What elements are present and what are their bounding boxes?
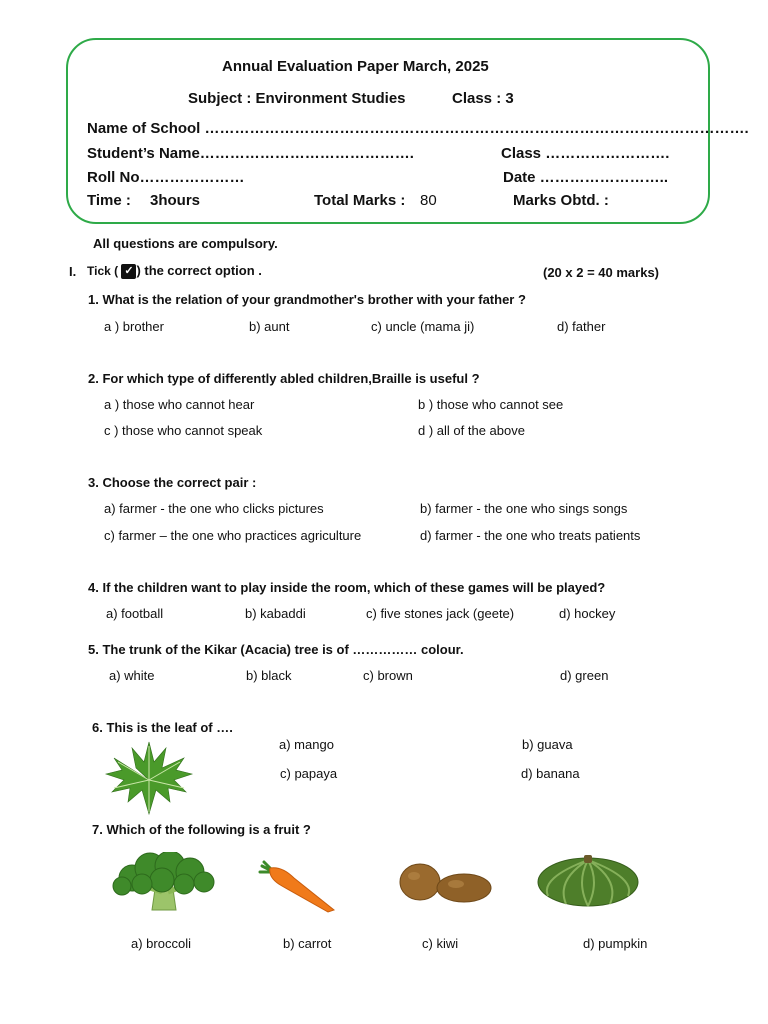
q7-option-c: c) kiwi [422,936,459,951]
section-instruction [87,263,262,279]
q7-option-d: d) pumpkin [583,936,648,951]
section-number: I. [69,264,77,279]
paper-title: Annual Evaluation Paper March, 2025 [222,58,489,75]
question-1: 1. What is the relation of your grandmother's brother with your father ? [88,292,526,307]
tick-pre: Tick ( [87,264,119,278]
kiwi-image [398,860,494,904]
q3-option-d: d) farmer - the one who treats patients [420,528,641,543]
q6-option-c: c) papaya [280,766,338,781]
q4-option-a: a) football [106,606,164,621]
q7-option-a: a) broccoli [131,936,191,951]
roll-field: Roll No………………… [87,169,245,186]
q1-option-d: d) father [557,319,606,334]
class-field: Class ……………………. [501,145,670,162]
carrot-image [258,860,338,914]
total-marks-value: 80 [420,192,437,209]
papaya-leaf-image [102,740,196,816]
q6-option-d: d) banana [521,766,580,781]
q3-option-c: c) farmer – the one who practices agriculture [104,528,362,543]
q6-option-b: b) guava [522,737,573,752]
q5-option-b: b) black [246,668,292,683]
q1-option-b: b) aunt [249,319,290,334]
instructions: All questions are compulsory. [93,236,278,251]
q6-option-a: a) mango [279,737,334,752]
student-name-field: Student’s Name……………………………………. [87,145,414,162]
time-label: Time : [87,192,131,209]
question-4: 4. If the children want to play inside the room, which of these games will be played? [88,580,606,595]
q4-option-d: d) hockey [559,606,616,621]
subject-label: Subject : Environment Studies [188,90,406,107]
q1-option-c: c) uncle (mama ji) [371,319,475,334]
tick-rest: correct option . [167,263,262,278]
question-3: 3. Choose the correct pair : [88,475,257,490]
marks-obtained-field: Marks Obtd. : [513,192,609,209]
school-field: Name of School ………………………………………………………………………………………………. [87,120,749,137]
q1-option-a: a ) brother [104,319,164,334]
question-5: 5. The trunk of the Kikar (Acacia) tree is of …………… colour. [88,642,464,657]
q5-option-a: a) white [109,668,155,683]
question-7: 7. Which of the following is a fruit ? [92,822,311,837]
q4-option-c: c) five stones jack (geete) [366,606,515,621]
q5-option-c: c) brown [363,668,413,683]
q4-option-b: b) kabaddi [245,606,306,621]
section-marks: (20 x 2 = 40 marks) [543,265,659,280]
total-marks-label: Total Marks : [314,192,406,209]
broccoli-image [112,852,216,912]
q2-option-b: b ) those who cannot see [418,397,564,412]
date-field: Date …………………….. [503,169,669,186]
time-value: 3hours [150,192,201,209]
q5-option-d: d) green [560,668,609,683]
class-label: Class : 3 [452,90,514,107]
question-6: 6. This is the leaf of …. [92,720,233,735]
q2-option-a: a ) those who cannot hear [104,397,255,412]
q3-option-a: a) farmer - the one who clicks pictures [104,501,324,516]
q7-option-b: b) carrot [283,936,332,951]
q3-option-b: b) farmer - the one who sings songs [420,501,628,516]
check-icon: ✓ [121,264,136,279]
question-2: 2. For which type of differently abled children,Braille is useful ? [88,371,480,386]
tick-post: ) the [136,263,164,278]
q2-option-c: c ) those who cannot speak [104,423,263,438]
pumpkin-image [536,852,640,908]
q2-option-d: d ) all of the above [418,423,525,438]
